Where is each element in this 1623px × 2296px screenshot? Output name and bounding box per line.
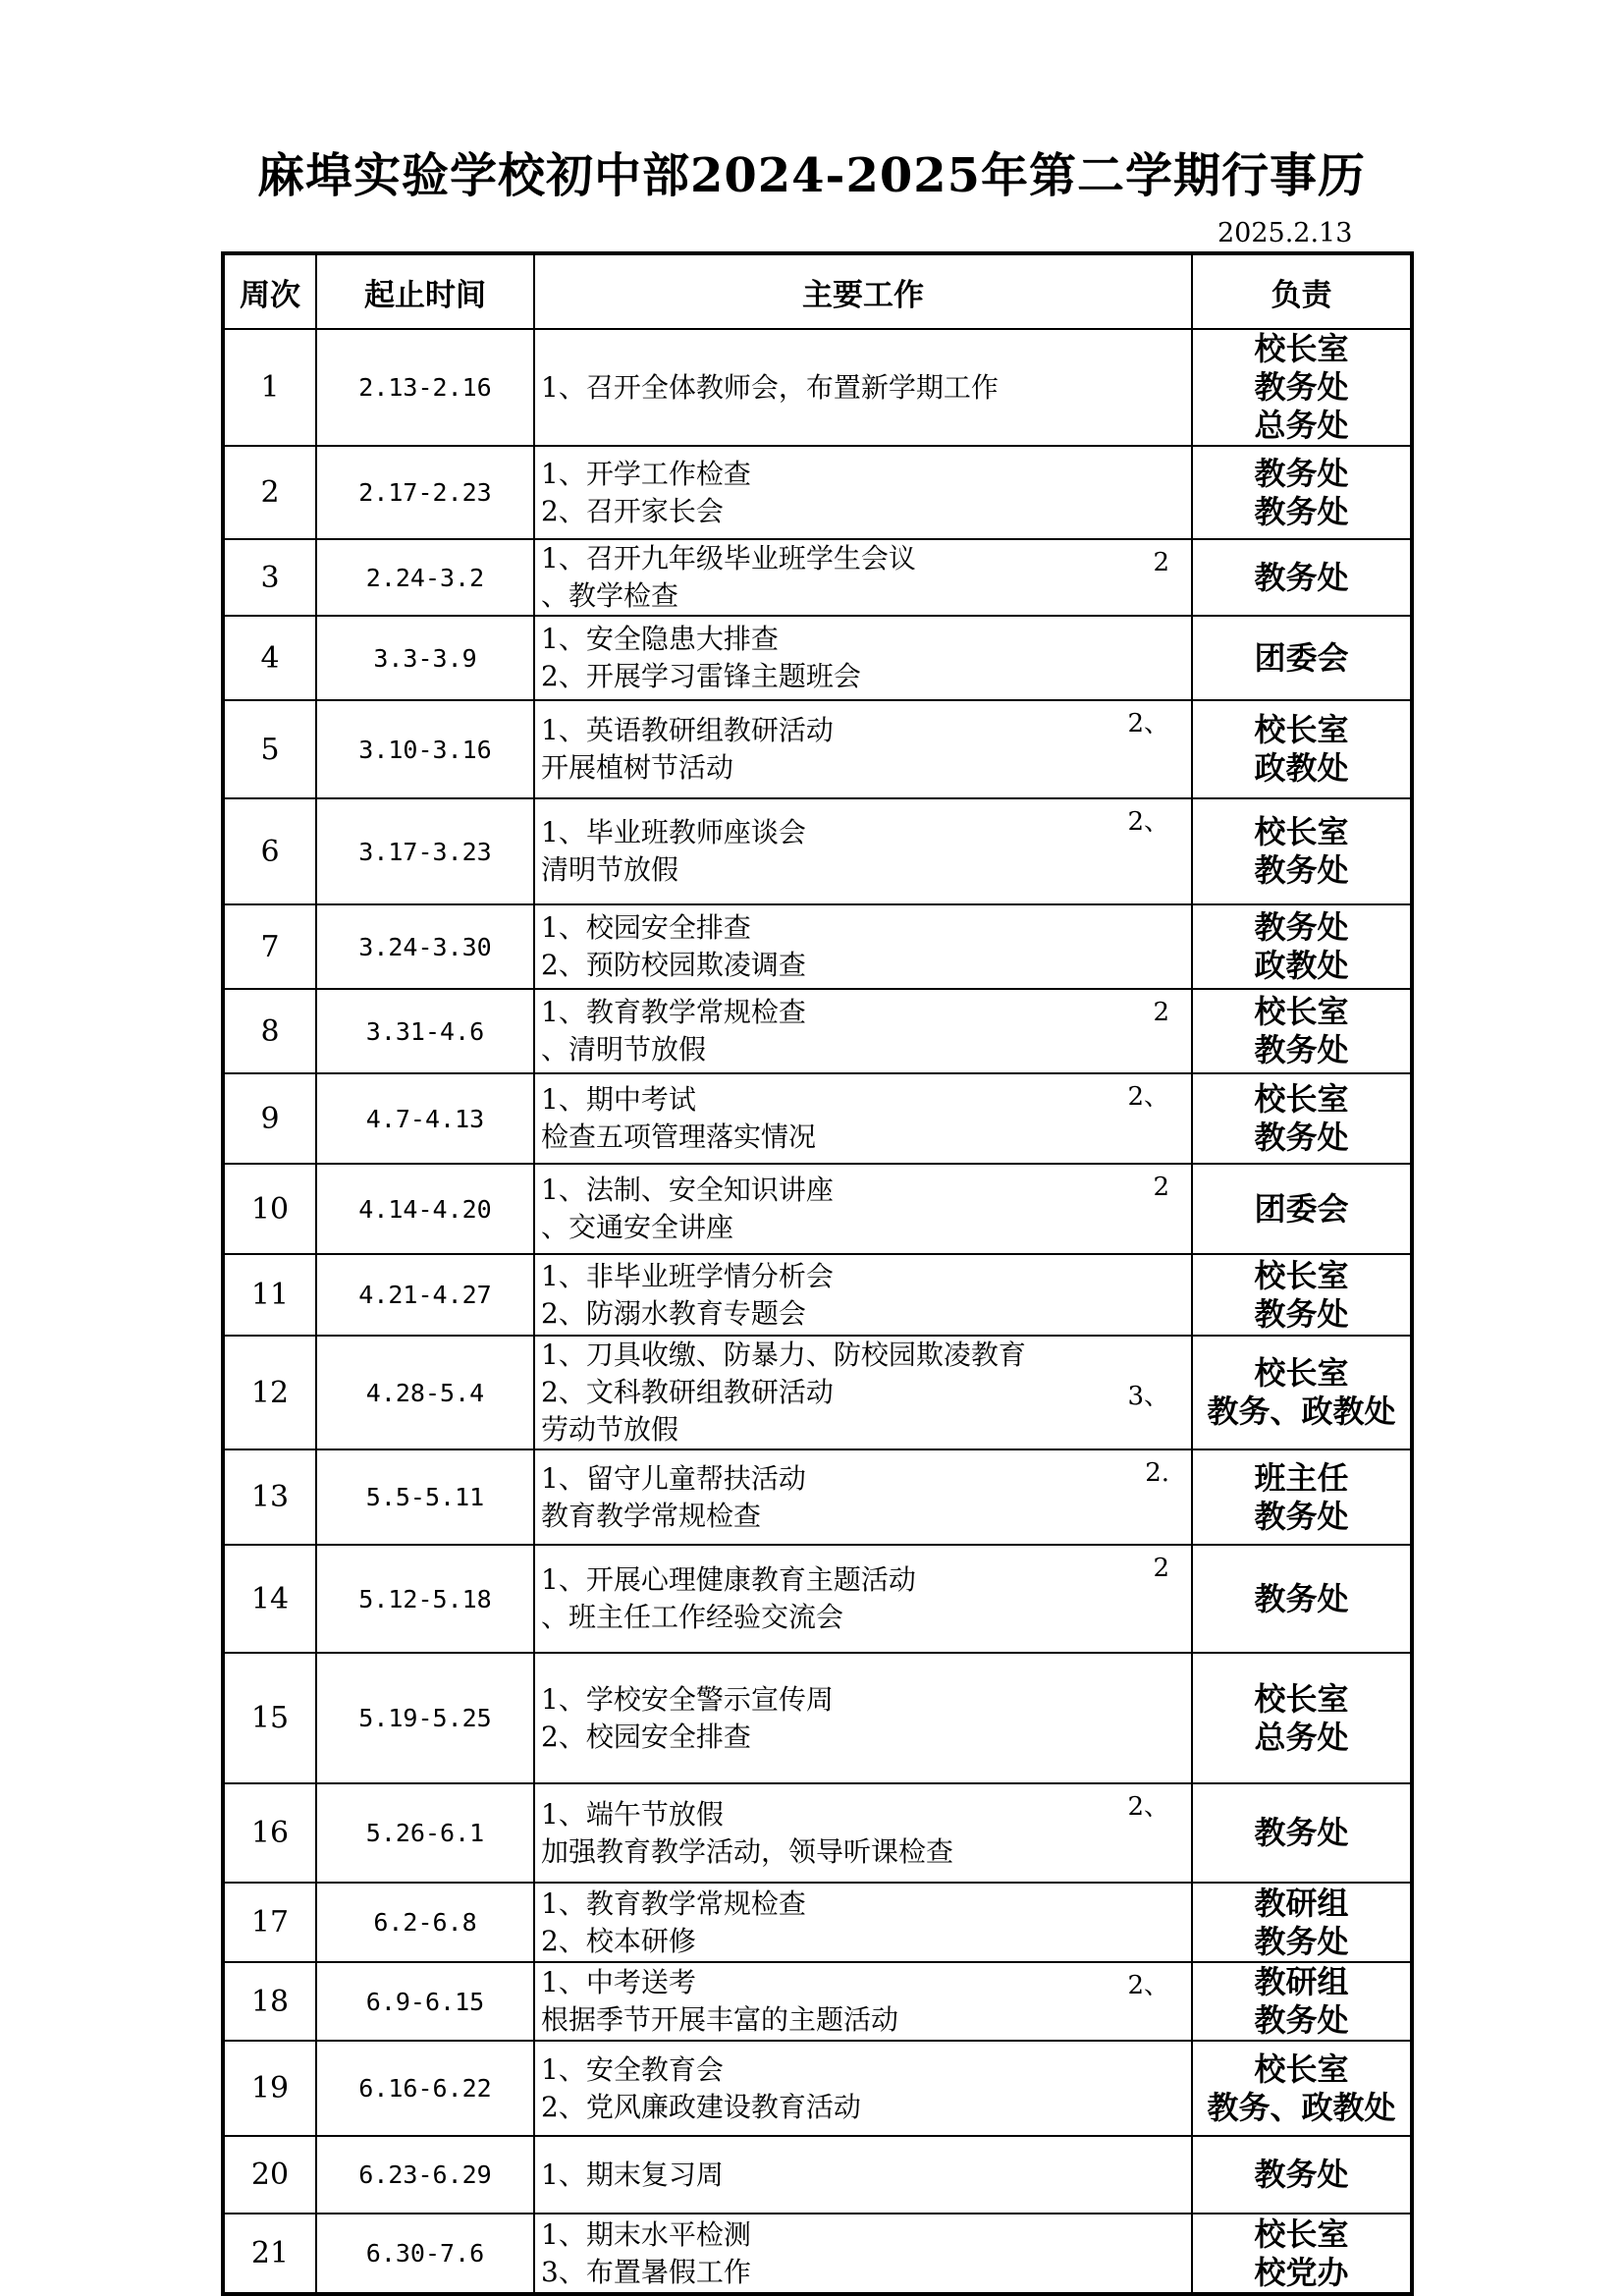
responsible-party (1192, 1962, 1412, 2041)
work-item: 1、刀具收缴、防暴力、防校园欺凌教育 (541, 1339, 1026, 1371)
main-work (534, 1883, 1192, 1962)
table-row (223, 989, 1412, 1073)
responsible-item: 校长室 (1254, 2214, 1349, 2253)
responsible-item: 教务处 (1254, 1119, 1349, 1156)
work-item: 、清明节放假 (541, 1033, 707, 1066)
responsible-item: 教务处 (1254, 1814, 1349, 1851)
responsible-item: 校长室 (1254, 711, 1349, 748)
work-item: 2、校园安全排查 (541, 1720, 751, 1753)
main-work (534, 329, 1192, 446)
week-number: 1 (223, 329, 316, 446)
week-number: 8 (223, 989, 316, 1073)
responsible-party (1192, 1783, 1412, 1883)
work-item: 1、期中考试 (541, 1083, 696, 1116)
date-range: 4.28-5.4 (316, 1336, 534, 1449)
work-item: 2、党风廉政建设教育活动 (541, 2090, 861, 2123)
responsible-party (1192, 1545, 1412, 1653)
header-work: 主要工作 (534, 253, 1192, 329)
work-item-number: 2 (1153, 1554, 1169, 1583)
responsible-item: 校长室 (1254, 1354, 1349, 1392)
date-range: 2.17-2.23 (316, 446, 534, 539)
work-item: 开展植树节活动 (541, 751, 734, 784)
date-range: 4.7-4.13 (316, 1073, 534, 1164)
responsible-item: 校长室 (1254, 993, 1349, 1030)
responsible-party (1192, 904, 1412, 989)
main-work (534, 1545, 1192, 1653)
week-number: 16 (223, 1783, 316, 1883)
work-item: 1、英语教研组教研活动 (541, 714, 834, 746)
work-item: 1、教育教学常规检查 (541, 996, 806, 1028)
work-item-number: 2 (1153, 548, 1169, 577)
work-item: 1、中考送考 (541, 1966, 696, 1998)
week-number: 12 (223, 1336, 316, 1449)
work-item: 1、召开全体教师会，布置新学期工作 (541, 370, 999, 404)
week-number: 19 (223, 2041, 316, 2136)
responsible-party (1192, 616, 1412, 700)
work-item: 3、布置暑假工作 (541, 2255, 751, 2288)
table-row (223, 1449, 1412, 1545)
responsible-party (1192, 329, 1412, 446)
work-item: 1、开学工作检查 (541, 457, 751, 490)
responsible-party (1192, 989, 1412, 1073)
responsible-item: 教研组 (1254, 1963, 1349, 2000)
responsible-party (1192, 1449, 1412, 1545)
date-range: 5.5-5.11 (316, 1449, 534, 1545)
work-item: 1、校园安全排查 (541, 911, 751, 944)
table-row (223, 1254, 1412, 1336)
work-item: 1、教育教学常规检查 (541, 1886, 806, 1920)
work-item: 1、学校安全警示宣传周 (541, 1682, 834, 1716)
work-item: 1、毕业班教师座谈会 (541, 816, 806, 848)
responsible-item: 教务处 (1254, 1031, 1349, 1068)
work-item: 2、召开家长会 (541, 494, 724, 527)
table-row (223, 1783, 1412, 1883)
table-row (223, 1653, 1412, 1783)
date-range: 5.12-5.18 (316, 1545, 534, 1653)
main-work (534, 1962, 1192, 2041)
week-number: 5 (223, 700, 316, 798)
main-work (534, 1449, 1192, 1545)
responsible-party (1192, 1164, 1412, 1254)
table-row (223, 2214, 1412, 2294)
work-item: 清明节放假 (541, 853, 679, 886)
date-range: 6.16-6.22 (316, 2041, 534, 2136)
main-work (534, 616, 1192, 700)
responsible-item: 校长室 (1254, 2050, 1349, 2088)
responsible-party (1192, 1883, 1412, 1962)
responsible-party (1192, 539, 1412, 616)
responsible-item: 教务处 (1254, 908, 1349, 946)
date-range: 6.30-7.6 (316, 2214, 534, 2294)
work-item: 1、留守儿童帮扶活动 (541, 1461, 806, 1495)
week-number: 18 (223, 1962, 316, 2041)
responsible-item: 校长室 (1254, 1679, 1349, 1718)
work-item: 、班主任工作经验交流会 (541, 1601, 844, 1633)
date-range: 6.23-6.29 (316, 2136, 534, 2214)
work-item-number: 2、 (1127, 709, 1169, 738)
week-number: 6 (223, 798, 316, 904)
work-item-number: 2. (1145, 1458, 1169, 1488)
work-item: 1、安全隐患大排查 (541, 623, 779, 655)
header-responsible: 负责 (1192, 253, 1412, 329)
date-range: 3.10-3.16 (316, 700, 534, 798)
table-row (223, 1883, 1412, 1962)
work-item: 、交通安全讲座 (541, 1211, 734, 1243)
work-item: 1、法制、安全知识讲座 (541, 1174, 834, 1206)
main-work (534, 1254, 1192, 1336)
week-number: 2 (223, 446, 316, 539)
work-item: 2、防溺水教育专题会 (541, 1296, 806, 1330)
responsible-item: 团委会 (1254, 638, 1349, 677)
work-item: 、教学检查 (541, 579, 679, 612)
responsible-party (1192, 700, 1412, 798)
work-item-number: 2 (1153, 1173, 1169, 1202)
main-work (534, 700, 1192, 798)
date-range: 6.2-6.8 (316, 1883, 534, 1962)
main-work (534, 1653, 1192, 1783)
responsible-party (1192, 2041, 1412, 2136)
work-item: 1、非毕业班学情分析会 (541, 1259, 834, 1292)
table-row (223, 446, 1412, 539)
responsible-item: 校长室 (1254, 1256, 1349, 1294)
responsible-party (1192, 2214, 1412, 2294)
responsible-item: 教务、政教处 (1207, 1393, 1396, 1430)
week-number: 14 (223, 1545, 316, 1653)
responsible-party (1192, 1073, 1412, 1164)
work-item: 1、安全教育会 (541, 2052, 724, 2086)
work-item: 2、预防校园欺凌调查 (541, 949, 806, 981)
table-row (223, 2136, 1412, 2214)
week-number: 9 (223, 1073, 316, 1164)
work-item: 1、端午节放假 (541, 1797, 724, 1831)
work-item: 根据季节开展丰富的主题活动 (541, 2003, 899, 2036)
table-row (223, 700, 1412, 798)
work-item-number: 2、 (1127, 1082, 1169, 1112)
table-row (223, 539, 1412, 616)
responsible-party (1192, 2136, 1412, 2214)
responsible-item: 教研组 (1254, 1884, 1349, 1922)
work-item: 1、开展心理健康教育主题活动 (541, 1563, 916, 1596)
schedule-table (221, 251, 1414, 2296)
responsible-item: 教务处 (1254, 2001, 1349, 2039)
responsible-item: 校长室 (1254, 813, 1349, 850)
week-number: 11 (223, 1254, 316, 1336)
header-week: 周次 (223, 253, 316, 329)
responsible-item: 教务、政教处 (1207, 2088, 1396, 2126)
work-item-number: 2 (1153, 998, 1169, 1027)
responsible-item: 教务处 (1254, 1497, 1349, 1535)
table-row (223, 1164, 1412, 1254)
table-row (223, 904, 1412, 989)
page-title: 麻埠实验学校初中部2024-2025年第二学期行事历 (256, 148, 1367, 203)
responsible-item: 教务处 (1254, 851, 1349, 889)
responsible-item: 教务处 (1254, 2156, 1349, 2193)
date-range: 3.3-3.9 (316, 616, 534, 700)
date-range: 6.9-6.15 (316, 1962, 534, 2041)
week-number: 13 (223, 1449, 316, 1545)
issue-date: 2025.2.13 (1217, 218, 1353, 248)
week-number: 15 (223, 1653, 316, 1783)
responsible-item: 校长室 (1254, 330, 1349, 367)
table-row (223, 2041, 1412, 2136)
date-range: 5.26-6.1 (316, 1783, 534, 1883)
week-number: 17 (223, 1883, 316, 1962)
main-work (534, 2214, 1192, 2294)
main-work (534, 1073, 1192, 1164)
date-range: 2.13-2.16 (316, 329, 534, 446)
table-row (223, 1962, 1412, 2041)
date-range: 2.24-3.2 (316, 539, 534, 616)
responsible-item: 总务处 (1254, 407, 1349, 444)
main-work (534, 1336, 1192, 1449)
date-range: 3.24-3.30 (316, 904, 534, 989)
table-row (223, 329, 1412, 446)
table-row (223, 1073, 1412, 1164)
week-number: 20 (223, 2136, 316, 2214)
work-item-number: 2、 (1127, 807, 1169, 837)
responsible-item: 教务处 (1254, 558, 1349, 596)
work-item: 加强教育教学活动，领导听课检查 (541, 1834, 954, 1868)
week-number: 4 (223, 616, 316, 700)
main-work (534, 989, 1192, 1073)
main-work (534, 1164, 1192, 1254)
main-work (534, 539, 1192, 616)
main-work (534, 446, 1192, 539)
responsible-item: 教务处 (1254, 1922, 1349, 1960)
table-row (223, 1336, 1412, 1449)
work-item: 2、校本研修 (541, 1924, 696, 1957)
responsible-party (1192, 1254, 1412, 1336)
responsible-party (1192, 1336, 1412, 1449)
work-item-number: 2、 (1127, 1792, 1169, 1822)
table-row (223, 798, 1412, 904)
work-item: 1、召开九年级毕业班学生会议 (541, 542, 916, 574)
header-dates: 起止时间 (316, 253, 534, 329)
week-number: 7 (223, 904, 316, 989)
main-work (534, 904, 1192, 989)
responsible-item: 教务处 (1254, 454, 1349, 492)
work-item: 教育教学常规检查 (541, 1499, 762, 1532)
main-work (534, 2041, 1192, 2136)
date-range: 4.21-4.27 (316, 1254, 534, 1336)
responsible-item: 班主任 (1254, 1458, 1349, 1497)
week-number: 21 (223, 2214, 316, 2294)
week-number: 10 (223, 1164, 316, 1254)
responsible-item: 政教处 (1254, 749, 1349, 787)
work-item-number: 2、 (1127, 1971, 1169, 2000)
responsible-item: 校长室 (1254, 1080, 1349, 1118)
date-range: 4.14-4.20 (316, 1164, 534, 1254)
week-number: 3 (223, 539, 316, 616)
date-range: 3.17-3.23 (316, 798, 534, 904)
date-range: 5.19-5.25 (316, 1653, 534, 1783)
responsible-party (1192, 798, 1412, 904)
main-work (534, 1783, 1192, 1883)
responsible-item: 政教处 (1254, 947, 1349, 984)
responsible-party (1192, 446, 1412, 539)
table-row (223, 1545, 1412, 1653)
responsible-item: 教务处 (1254, 492, 1349, 530)
work-item: 2、开展学习雷锋主题班会 (541, 660, 861, 692)
responsible-item: 教务处 (1254, 1579, 1349, 1617)
work-item: 1、期末水平检测 (541, 2217, 751, 2251)
work-item-number: 3、 (1127, 1382, 1169, 1411)
date-range: 3.31-4.6 (316, 989, 534, 1073)
work-item: 2、文科教研组教研活动 (541, 1376, 834, 1408)
table-row (223, 616, 1412, 700)
responsible-item: 总务处 (1254, 1718, 1349, 1756)
main-work (534, 798, 1192, 904)
table-body (223, 329, 1412, 2294)
main-work (534, 2136, 1192, 2214)
responsible-party (1192, 1653, 1412, 1783)
responsible-item: 教务处 (1254, 368, 1349, 406)
work-item: 劳动节放假 (541, 1413, 679, 1446)
work-item: 1、期末复习周 (541, 2158, 724, 2191)
table-header-row (223, 253, 1412, 329)
work-item: 检查五项管理落实情况 (541, 1121, 817, 1153)
responsible-item: 团委会 (1254, 1189, 1349, 1228)
responsible-item: 教务处 (1254, 1294, 1349, 1333)
responsible-item: 校党办 (1254, 2253, 1349, 2291)
